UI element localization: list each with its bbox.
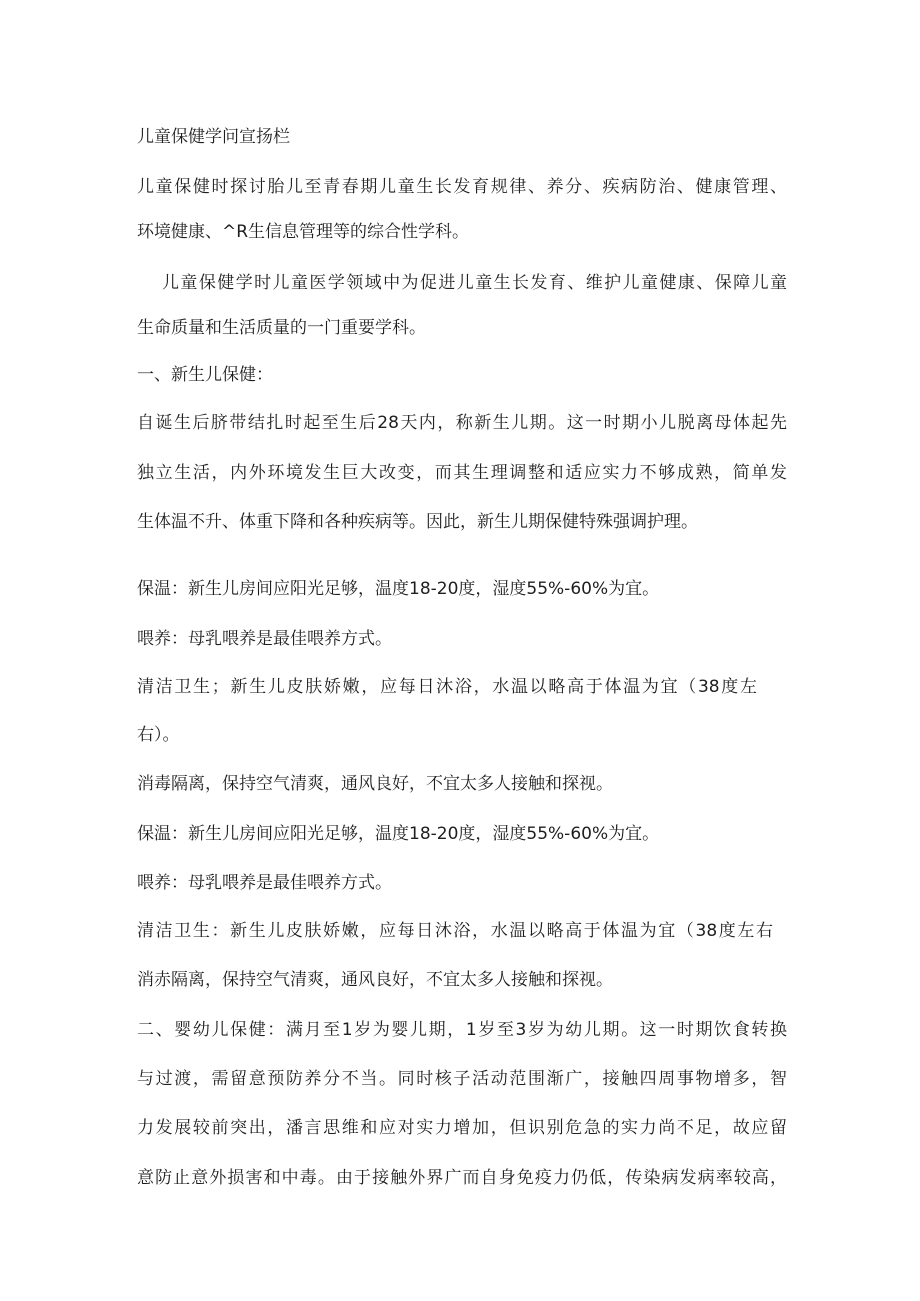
paragraph-line: 与过渡，需留意预防养分不当。同时核子活动范围渐广，接触四周事物增多，智 xyxy=(137,1069,787,1089)
list-item: 保温：新生儿房间应阳光足够，温度18-20度，湿度55%-60%为宜。 xyxy=(137,824,660,844)
list-item: 清洁卫生：新生儿皮肤娇嫩，应每日沐浴，水温以略高于体温为宜（38度左右 xyxy=(137,921,773,941)
paragraph-line: 意防止意外损害和中毒。由于接触外界广而自身免疫力仍低，传染病发病率较高， xyxy=(137,1168,787,1188)
section-heading: 一、新生儿保健： xyxy=(137,365,273,385)
paragraph-line: 独立生活，内外环境发生巨大改变，而其生理调整和适应实力不够成熟，简单发 xyxy=(137,463,787,483)
section-heading: 二、婴幼儿保健：满月至1岁为婴儿期，1岁至3岁为幼儿期。这一时期饮食转换 xyxy=(137,1020,787,1040)
list-item: 清洁卫生；新生儿皮肤娇嫩，应每日沐浴，水温以略高于体温为宜（38度左 xyxy=(137,677,757,697)
list-item: 消赤隔离，保持空气清爽，通风良好，不宜太多人接触和探视。 xyxy=(137,970,613,990)
paragraph-line: 环境健康、^R生信息管理等的综合性学科。 xyxy=(137,222,470,242)
list-item: 保温：新生儿房间应阳光足够，温度18-20度，湿度55%-60%为宜。 xyxy=(137,579,660,599)
list-item: 喂养：母乳喂养是最佳喂养方式。 xyxy=(137,629,392,649)
list-item: 右）。 xyxy=(137,725,180,745)
paragraph-line: 自诞生后脐带结扎时起至生后28天内，称新生儿期。这一时期小儿脱离母体起先 xyxy=(137,413,787,433)
paragraph-line: 儿童保健时探讨胎儿至青春期儿童生长发育规律、养分、疾病防治、健康管理、 xyxy=(137,177,787,197)
paragraph-line: 儿童保健学时儿童医学领域中为促进儿童生长发育、维护儿童健康、保障儿童 xyxy=(162,273,787,293)
paragraph-line: 力发展较前突出，潘言思维和应对实力增加，但识别危急的实力尚不足，故应留 xyxy=(137,1118,787,1138)
document-title: 儿童保健学问宣扬栏 xyxy=(137,127,290,147)
list-item: 消毒隔离，保持空气清爽，通风良好，不宜太多人接触和探视。 xyxy=(137,774,613,794)
list-item: 喂养：母乳喂养是最佳喂养方式。 xyxy=(137,873,392,893)
paragraph-line: 生体温不升、体重下降和各种疾病等。因此，新生儿期保健特殊强调护理。 xyxy=(137,512,698,532)
paragraph-line: 生命质量和生活质量的一门重要学科。 xyxy=(137,318,426,338)
